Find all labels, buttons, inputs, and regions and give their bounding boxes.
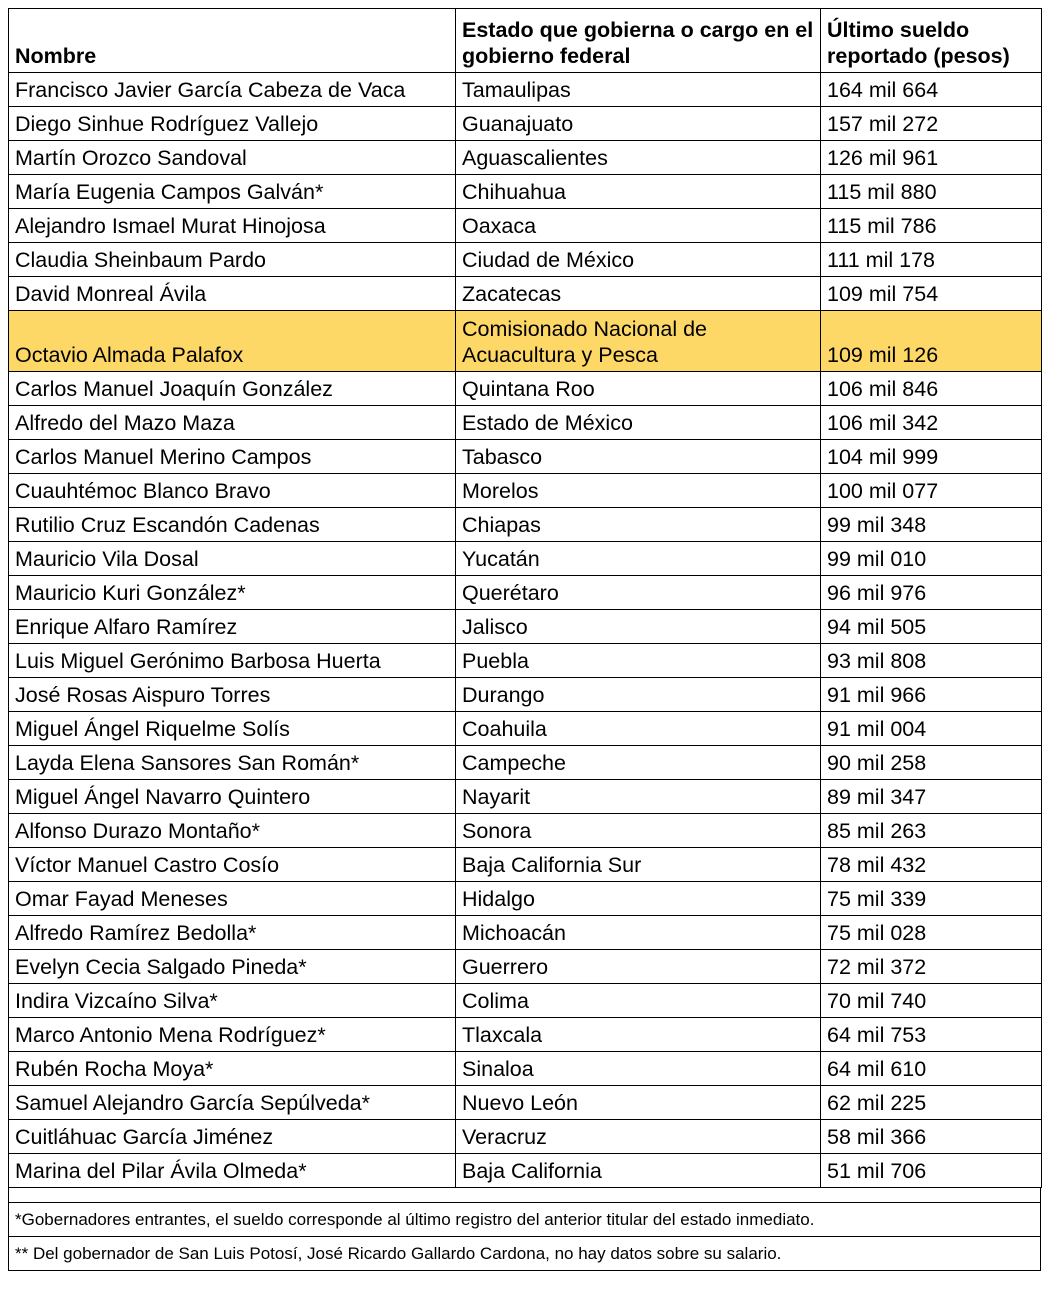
cell-nombre: Carlos Manuel Joaquín González xyxy=(9,372,456,406)
cell-estado: Morelos xyxy=(456,474,821,508)
cell-estado: Nuevo León xyxy=(456,1086,821,1120)
footnote-2: ** Del gobernador de San Luis Potosí, José Ricardo Gallardo Cardona, no hay datos sobre su salario. xyxy=(9,1237,1041,1271)
cell-estado: Oaxaca xyxy=(456,209,821,243)
cell-estado: Jalisco xyxy=(456,610,821,644)
table-row xyxy=(9,1086,1042,1120)
cell-sueldo: 99 mil 348 xyxy=(821,508,1042,542)
table-row xyxy=(9,644,1042,678)
table-row xyxy=(9,814,1042,848)
cell-estado: Tabasco xyxy=(456,440,821,474)
table-row xyxy=(9,474,1042,508)
table-row xyxy=(9,882,1042,916)
cell-estado: Coahuila xyxy=(456,712,821,746)
cell-estado: Yucatán xyxy=(456,542,821,576)
cell-nombre: Claudia Sheinbaum Pardo xyxy=(9,243,456,277)
table-row xyxy=(9,1154,1042,1188)
cell-nombre: David Monreal Ávila xyxy=(9,277,456,311)
cell-sueldo: 109 mil 126 xyxy=(821,311,1042,372)
cell-sueldo: 85 mil 263 xyxy=(821,814,1042,848)
cell-sueldo: 89 mil 347 xyxy=(821,780,1042,814)
cell-nombre: Miguel Ángel Riquelme Solís xyxy=(9,712,456,746)
cell-estado: Hidalgo xyxy=(456,882,821,916)
cell-nombre: Rubén Rocha Moya* xyxy=(9,1052,456,1086)
cell-sueldo: 51 mil 706 xyxy=(821,1154,1042,1188)
table-row xyxy=(9,372,1042,406)
cell-nombre: Octavio Almada Palafox xyxy=(9,311,456,372)
cell-sueldo: 106 mil 846 xyxy=(821,372,1042,406)
salary-table-sheet xyxy=(8,8,1041,1271)
cell-nombre: Víctor Manuel Castro Cosío xyxy=(9,848,456,882)
cell-nombre: Diego Sinhue Rodríguez Vallejo xyxy=(9,107,456,141)
cell-sueldo: 109 mil 754 xyxy=(821,277,1042,311)
cell-estado: Guerrero xyxy=(456,950,821,984)
cell-estado: Chiapas xyxy=(456,508,821,542)
table-row xyxy=(9,141,1042,175)
cell-estado: Nayarit xyxy=(456,780,821,814)
table-row xyxy=(9,916,1042,950)
spacer xyxy=(8,1188,1041,1202)
table-row xyxy=(9,576,1042,610)
header-estado: Estado que gobierna o cargo en el gobierno federal xyxy=(456,9,821,73)
cell-sueldo: 104 mil 999 xyxy=(821,440,1042,474)
table-row xyxy=(9,984,1042,1018)
table-row xyxy=(9,848,1042,882)
cell-sueldo: 164 mil 664 xyxy=(821,73,1042,107)
table-row xyxy=(9,440,1042,474)
cell-sueldo: 111 mil 178 xyxy=(821,243,1042,277)
cell-nombre: Martín Orozco Sandoval xyxy=(9,141,456,175)
cell-estado: Durango xyxy=(456,678,821,712)
cell-sueldo: 64 mil 753 xyxy=(821,1018,1042,1052)
cell-nombre: Alfonso Durazo Montaño* xyxy=(9,814,456,848)
cell-nombre: Marco Antonio Mena Rodríguez* xyxy=(9,1018,456,1052)
cell-sueldo: 64 mil 610 xyxy=(821,1052,1042,1086)
table-row xyxy=(9,508,1042,542)
cell-sueldo: 94 mil 505 xyxy=(821,610,1042,644)
cell-sueldo: 91 mil 004 xyxy=(821,712,1042,746)
cell-nombre: Omar Fayad Meneses xyxy=(9,882,456,916)
cell-nombre: Marina del Pilar Ávila Olmeda* xyxy=(9,1154,456,1188)
table-row xyxy=(9,209,1042,243)
table-row xyxy=(9,243,1042,277)
cell-nombre: Rutilio Cruz Escandón Cadenas xyxy=(9,508,456,542)
cell-sueldo: 62 mil 225 xyxy=(821,1086,1042,1120)
table-row xyxy=(9,950,1042,984)
cell-sueldo: 78 mil 432 xyxy=(821,848,1042,882)
footnote-1: *Gobernadores entrantes, el sueldo corresponde al último registro del anterior titular del estado inmediato. xyxy=(9,1203,1041,1237)
cell-estado: Colima xyxy=(456,984,821,1018)
cell-nombre: Carlos Manuel Merino Campos xyxy=(9,440,456,474)
cell-sueldo: 115 mil 786 xyxy=(821,209,1042,243)
cell-nombre: Samuel Alejandro García Sepúlveda* xyxy=(9,1086,456,1120)
cell-nombre: Cuitláhuac García Jiménez xyxy=(9,1120,456,1154)
cell-estado: Tlaxcala xyxy=(456,1018,821,1052)
cell-sueldo: 126 mil 961 xyxy=(821,141,1042,175)
cell-nombre: Alejandro Ismael Murat Hinojosa xyxy=(9,209,456,243)
cell-nombre: Enrique Alfaro Ramírez xyxy=(9,610,456,644)
cell-nombre: María Eugenia Campos Galván* xyxy=(9,175,456,209)
table-row xyxy=(9,712,1042,746)
cell-sueldo: 70 mil 740 xyxy=(821,984,1042,1018)
cell-estado: Michoacán xyxy=(456,916,821,950)
cell-sueldo: 75 mil 339 xyxy=(821,882,1042,916)
table-row xyxy=(9,175,1042,209)
footnotes xyxy=(8,1202,1041,1271)
header-sueldo: Último sueldo reportado (pesos) xyxy=(821,9,1042,73)
cell-nombre: Francisco Javier García Cabeza de Vaca xyxy=(9,73,456,107)
cell-estado: Tamaulipas xyxy=(456,73,821,107)
cell-nombre: Miguel Ángel Navarro Quintero xyxy=(9,780,456,814)
cell-nombre: Layda Elena Sansores San Román* xyxy=(9,746,456,780)
cell-sueldo: 91 mil 966 xyxy=(821,678,1042,712)
cell-sueldo: 106 mil 342 xyxy=(821,406,1042,440)
cell-estado: Quintana Roo xyxy=(456,372,821,406)
cell-estado: Ciudad de México xyxy=(456,243,821,277)
cell-nombre: José Rosas Aispuro Torres xyxy=(9,678,456,712)
table-row xyxy=(9,277,1042,311)
cell-estado: Veracruz xyxy=(456,1120,821,1154)
table-row xyxy=(9,73,1042,107)
cell-sueldo: 58 mil 366 xyxy=(821,1120,1042,1154)
cell-nombre: Mauricio Vila Dosal xyxy=(9,542,456,576)
header-nombre: Nombre xyxy=(9,9,456,73)
cell-estado: Querétaro xyxy=(456,576,821,610)
cell-estado: Zacatecas xyxy=(456,277,821,311)
cell-nombre: Alfredo Ramírez Bedolla* xyxy=(9,916,456,950)
cell-estado: Guanajuato xyxy=(456,107,821,141)
cell-estado: Baja California xyxy=(456,1154,821,1188)
cell-estado: Campeche xyxy=(456,746,821,780)
cell-nombre: Alfredo del Mazo Maza xyxy=(9,406,456,440)
table-row xyxy=(9,542,1042,576)
cell-sueldo: 72 mil 372 xyxy=(821,950,1042,984)
table-row xyxy=(9,678,1042,712)
cell-nombre: Evelyn Cecia Salgado Pineda* xyxy=(9,950,456,984)
cell-nombre: Mauricio Kuri González* xyxy=(9,576,456,610)
cell-estado: Puebla xyxy=(456,644,821,678)
cell-nombre: Cuauhtémoc Blanco Bravo xyxy=(9,474,456,508)
table-row xyxy=(9,107,1042,141)
table-row xyxy=(9,406,1042,440)
cell-estado: Baja California Sur xyxy=(456,848,821,882)
table-row xyxy=(9,311,1042,372)
cell-nombre: Indira Vizcaíno Silva* xyxy=(9,984,456,1018)
table-row xyxy=(9,746,1042,780)
table-body xyxy=(9,73,1042,1188)
table-row xyxy=(9,1120,1042,1154)
table-row xyxy=(9,780,1042,814)
cell-nombre: Luis Miguel Gerónimo Barbosa Huerta xyxy=(9,644,456,678)
header-row xyxy=(9,9,1042,73)
cell-sueldo: 96 mil 976 xyxy=(821,576,1042,610)
cell-estado: Sinaloa xyxy=(456,1052,821,1086)
table-row xyxy=(9,1052,1042,1086)
cell-sueldo: 157 mil 272 xyxy=(821,107,1042,141)
cell-sueldo: 100 mil 077 xyxy=(821,474,1042,508)
cell-estado: Sonora xyxy=(456,814,821,848)
cell-sueldo: 90 mil 258 xyxy=(821,746,1042,780)
cell-sueldo: 93 mil 808 xyxy=(821,644,1042,678)
cell-estado: Estado de México xyxy=(456,406,821,440)
cell-estado: Comisionado Nacional de Acuacultura y Pesca xyxy=(456,311,821,372)
cell-sueldo: 115 mil 880 xyxy=(821,175,1042,209)
cell-estado: Aguascalientes xyxy=(456,141,821,175)
table-row xyxy=(9,610,1042,644)
cell-estado: Chihuahua xyxy=(456,175,821,209)
cell-sueldo: 99 mil 010 xyxy=(821,542,1042,576)
cell-sueldo: 75 mil 028 xyxy=(821,916,1042,950)
table-row xyxy=(9,1018,1042,1052)
salary-table xyxy=(8,8,1042,1188)
